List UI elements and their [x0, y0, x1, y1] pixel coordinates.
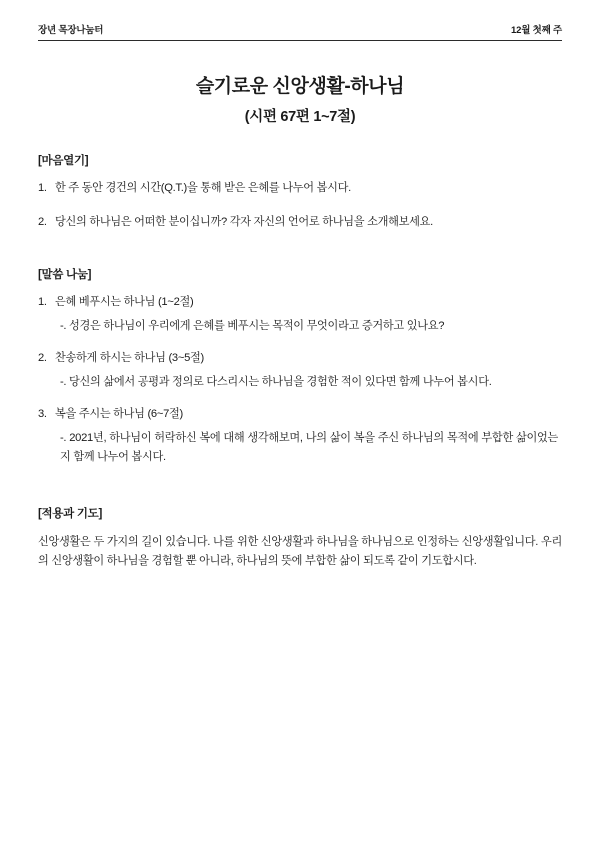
word-point-1 — [38, 294, 562, 312]
opening-question-2-number: 2. — [38, 216, 47, 229]
word-point-2-number: 2. — [38, 351, 47, 364]
opening-question-2-text: 당신의 하나님은 어떠한 분이십니까? 각자 자신의 언어로 하나님을 소개해보세요. — [55, 216, 433, 229]
word-point-1-text: 은혜 베푸시는 하나님 (1~2절) — [55, 295, 194, 308]
opening-question-1-text: 한 주 동안 경건의 시간(Q.T.)을 통해 받은 은혜를 나누어 봅시다. — [55, 182, 351, 194]
page-title: 슬기로운 신앙생활-하나님 — [195, 76, 405, 97]
word-point-1-number: 1. — [38, 295, 47, 308]
word-point-3-text: 복을 주시는 하나님 (6~7절) — [55, 407, 183, 420]
word-point-1-subquestion: -. 성경은 하나님이 우리에게 은혜를 베푸시는 목적이 무엇이라고 증거하고 있나요? — [60, 319, 445, 332]
opening-question-1 — [38, 180, 562, 197]
header-right-label: 12월 첫째 주 — [511, 25, 562, 36]
opening-question-1-number: 1. — [38, 182, 47, 194]
document-content — [38, 22, 562, 577]
section-heading-application-prayer: [적용과 기도] — [38, 507, 102, 520]
opening-question-2 — [38, 214, 562, 231]
header-left-label: 장년 목장나눔터 — [38, 25, 104, 36]
section-word-sharing — [38, 266, 562, 467]
section-application-prayer — [38, 505, 562, 572]
page-subtitle: (시편 67편 1~7절) — [244, 109, 356, 125]
title-block — [38, 71, 562, 126]
application-prayer-text: 신앙생활은 두 가지의 길이 있습니다. 나를 위한 신앙생활과 하나님을 하나님으로 인정하는 신앙생활입니다. 우리의 신앙생활이 하나님을 경험할 뿐 아니라, 하나님의 뜻에 부합한 삶이 되도록 같이 기도합시다. — [38, 535, 562, 567]
page-header — [38, 22, 562, 40]
section-heading-opening: [마음열기] — [38, 155, 89, 167]
word-point-2-subquestion: -. 당신의 삶에서 공평과 정의로 다스리시는 하나님을 경험한 적이 있다면 함께 나누어 봅시다. — [60, 375, 492, 388]
header-divider — [38, 40, 562, 41]
word-point-2 — [38, 350, 562, 368]
section-opening — [38, 152, 562, 232]
word-point-3-subquestion: -. 2021년, 하나님이 허락하신 복에 대해 생각해보며, 나의 삶이 복을 주신 하나님의 목적에 부합한 삶이었는지 함께 나누어 봅시다. — [60, 431, 558, 463]
word-point-3-number: 3. — [38, 407, 47, 420]
word-point-3 — [38, 406, 562, 424]
word-point-2-text: 찬송하게 하시는 하나님 (3~5절) — [55, 351, 204, 364]
section-heading-word-sharing: [말씀 나눔] — [38, 268, 92, 281]
